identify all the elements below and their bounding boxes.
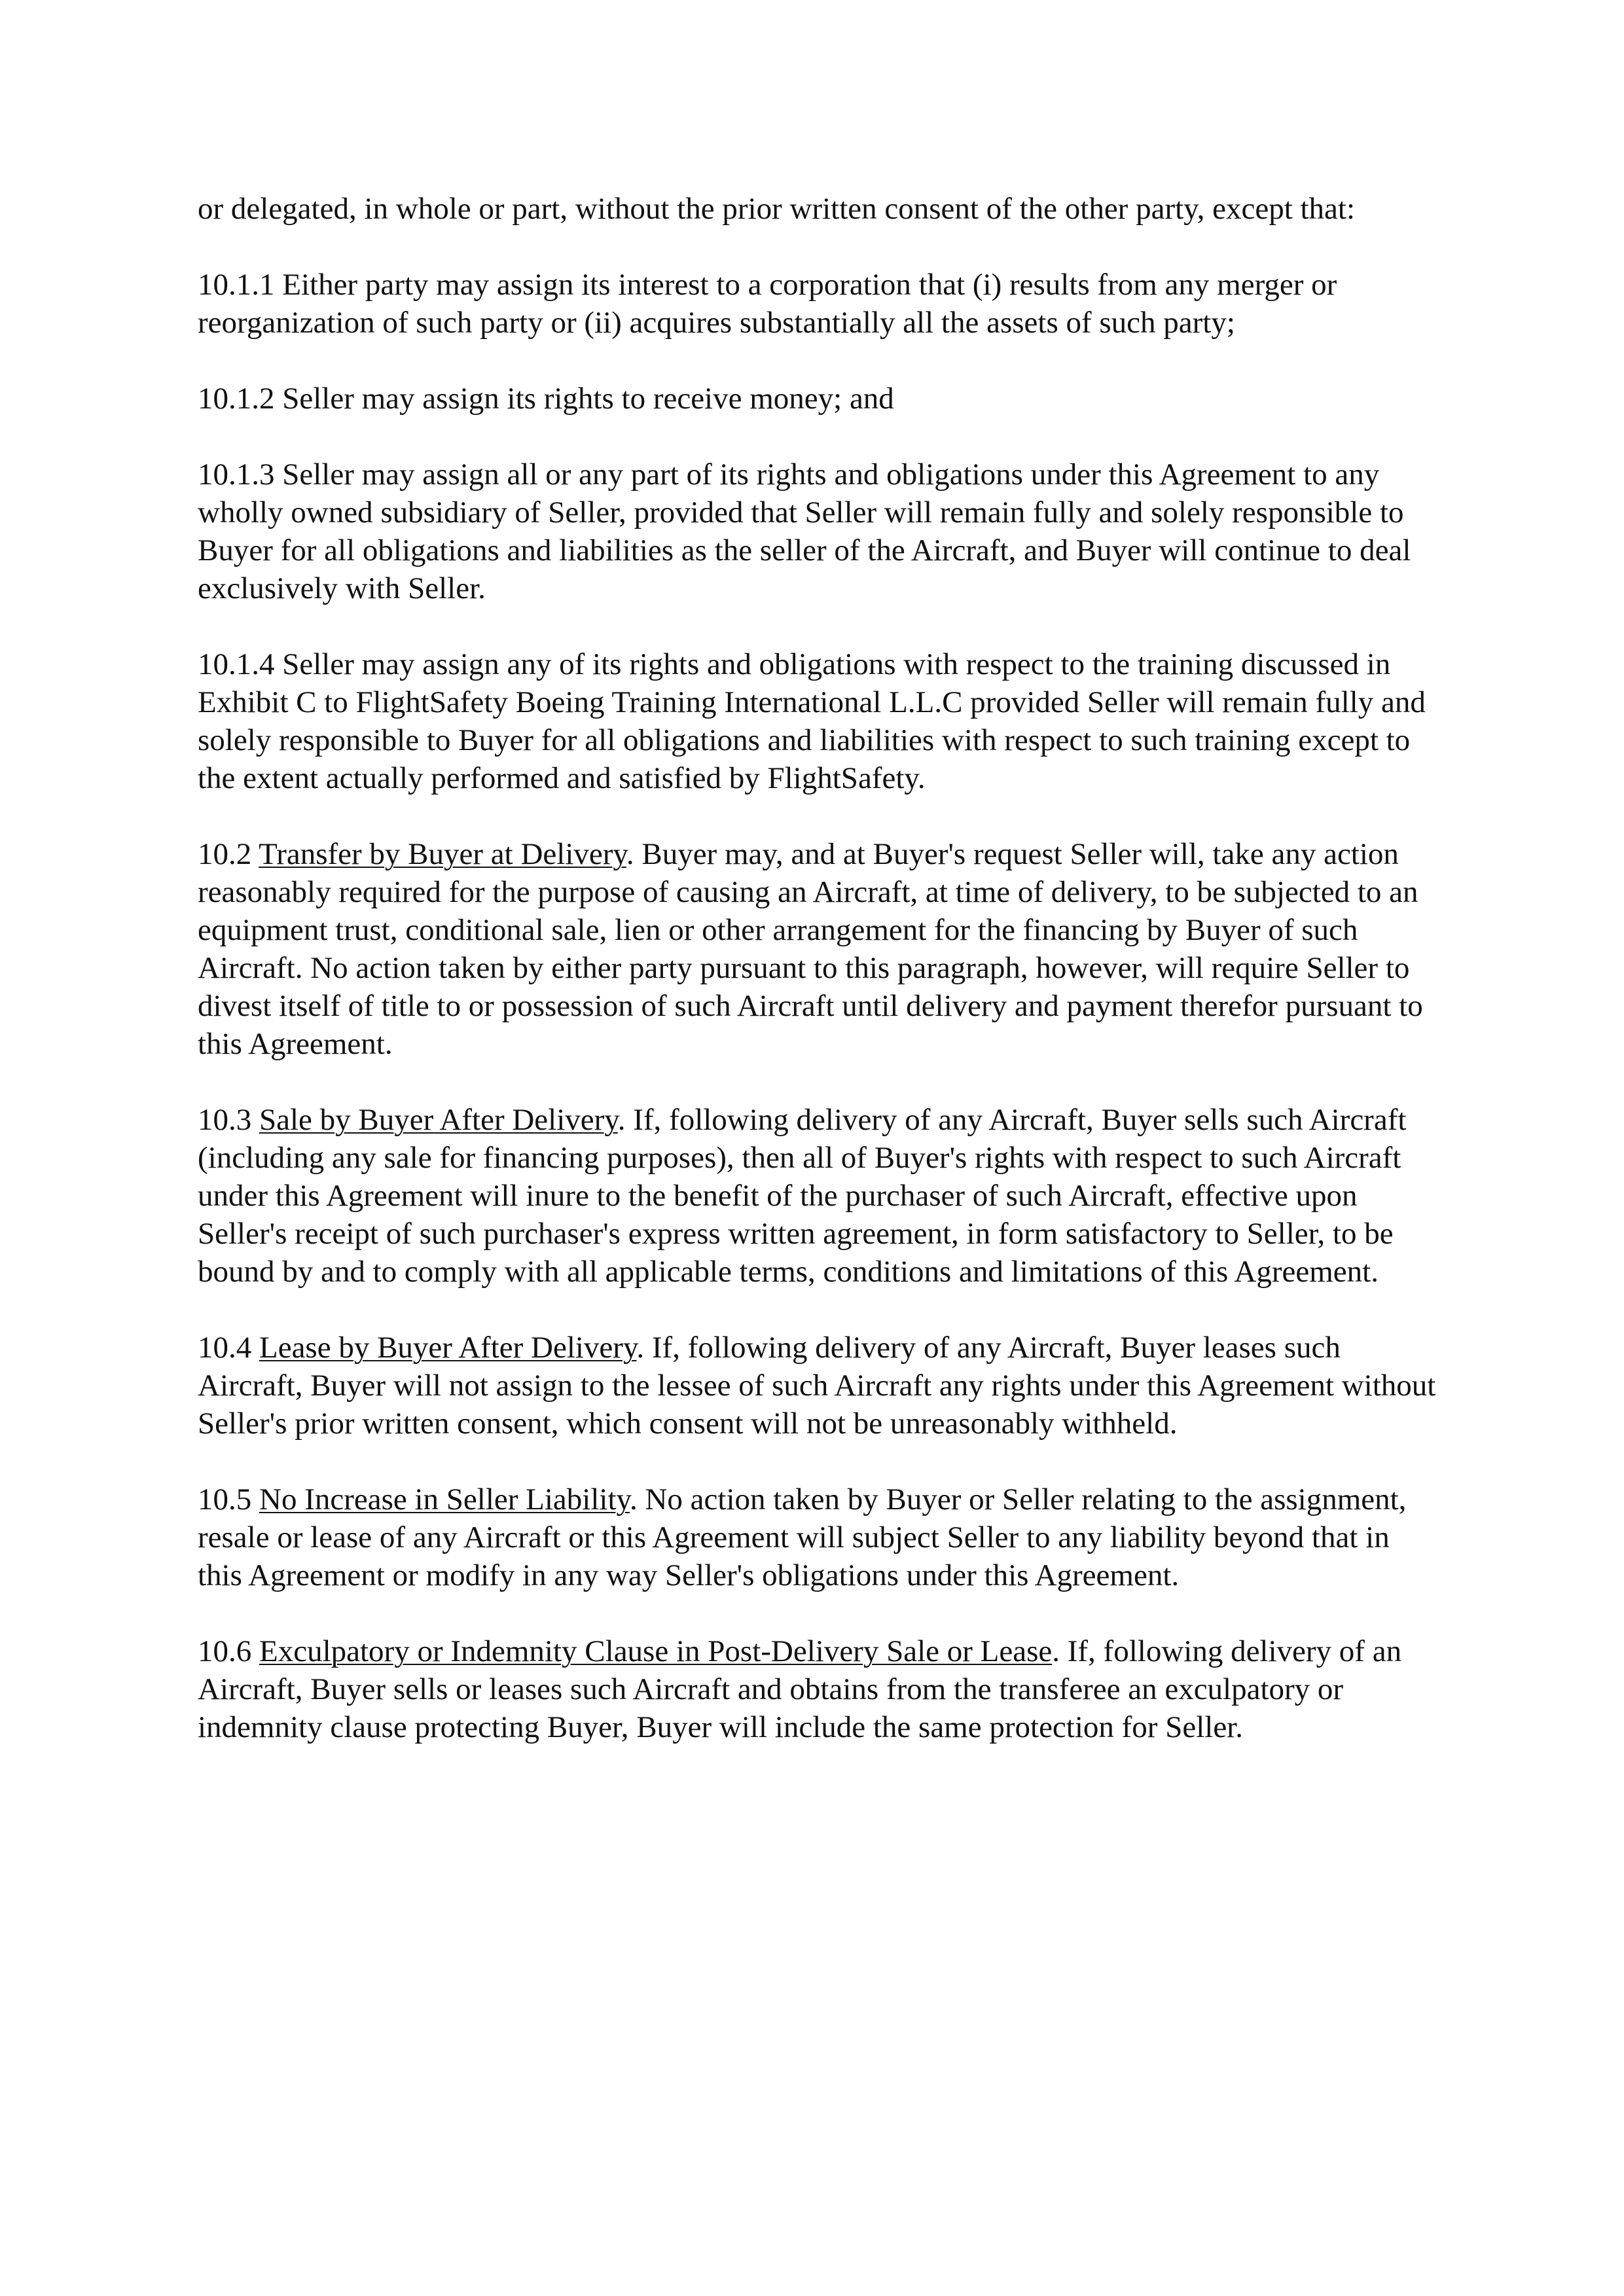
- paragraph-text: Seller may assign its rights to receive money; and: [282, 382, 894, 416]
- paragraph-10-1-4: [198, 645, 1441, 797]
- section-number: 10.6: [198, 1634, 259, 1668]
- paragraph-text: . No action taken by Buyer or Seller relating to the assignment, resale or lease of any Aircraft or this Agreement will subject Seller to any liability beyond that in this Agreement or modify in any way Seller's obligations under this Agreement.: [198, 1482, 1407, 1592]
- section-number: 10.1.3: [198, 457, 283, 492]
- paragraph-text: Seller may assign any of its rights and obligations with respect to the training discussed in Exhibit C to FlightSafety Boeing Training International L.L.C provided Seller will remain fully and solely responsible to Buyer for all obligations and liabilities with respect to such training except to the extent actually performed and satisfied by FlightSafety.: [198, 647, 1426, 795]
- paragraph-text: . If, following delivery of any Aircraft, Buyer leases such Aircraft, Buyer will not assign to the lessee of such Aircraft any rights under this Agreement without Seller's prior written consent, which consent will not be unreasonably withheld.: [198, 1331, 1436, 1441]
- paragraph-intro: [198, 190, 1441, 228]
- paragraph-10-5: [198, 1480, 1441, 1594]
- section-heading: Sale by Buyer After Delivery: [259, 1103, 618, 1137]
- paragraph-text: . If, following delivery of any Aircraft, Buyer sells such Aircraft (including any sale for financing purposes), then all of Buyer's rights with respect to such Aircraft under this Agreement will inure to the benefit of the purchaser of such Aircraft, effective upon Seller's receipt of such purchaser's express written agreement, in form satisfactory to Seller, to be bound by and to comply with all applicable terms, conditions and limitations of this Agreement.: [198, 1103, 1407, 1289]
- section-number: 10.3: [198, 1103, 259, 1137]
- paragraph-10-6: [198, 1632, 1441, 1746]
- section-heading: Lease by Buyer After Delivery: [259, 1331, 637, 1365]
- section-number: 10.1.4: [198, 647, 283, 681]
- paragraph-text: Seller may assign all or any part of its rights and obligations under this Agreement to any wholly owned subsidiary of Seller, provided that Seller will remain fully and solely responsible to Buyer for all obligations and liabilities as the seller of the Aircraft, and Buyer will continue to deal exclusively with Seller.: [198, 457, 1411, 605]
- section-number: 10.2: [198, 837, 259, 871]
- paragraph-text: Either party may assign its interest to a corporation that (i) results from any merger or reorganization of such party or (ii) acquires substantially all the assets of such party;: [198, 268, 1337, 340]
- section-number: 10.1.1: [198, 268, 283, 302]
- section-number: 10.4: [198, 1331, 259, 1365]
- paragraph-10-3: [198, 1101, 1441, 1291]
- paragraph-10-2: [198, 835, 1441, 1063]
- paragraph-text: or delegated, in whole or part, without the prior written consent of the other party, except that:: [198, 192, 1356, 226]
- section-number: 10.1.2: [198, 382, 283, 416]
- paragraph-10-1-3: [198, 456, 1441, 607]
- paragraph-text: . Buyer may, and at Buyer's request Seller will, take any action reasonably required for the purpose of causing an Aircraft, at time of delivery, to be subjected to an equipment trust, conditional sale, lien or other arrangement for the financing by Buyer of such Aircraft. No action taken by either party pursuant to this paragraph, however, will require Seller to divest itself of title to or possession of such Aircraft until delivery and payment therefor pursuant to this Agreement.: [198, 837, 1423, 1061]
- section-heading: Transfer by Buyer at Delivery: [259, 837, 626, 871]
- section-heading: No Increase in Seller Liability: [259, 1482, 630, 1516]
- paragraph-10-4: [198, 1329, 1441, 1443]
- paragraph-text: . If, following delivery of an Aircraft, Buyer sells or leases such Aircraft and obtains from the transferee an exculpatory or indemnity clause protecting Buyer, Buyer will include the same protection for Seller.: [198, 1634, 1402, 1744]
- section-number: 10.5: [198, 1482, 259, 1516]
- section-heading: Exculpatory or Indemnity Clause in Post-Delivery Sale or Lease: [259, 1634, 1053, 1668]
- document-page: [198, 190, 1441, 1784]
- paragraph-10-1-1: [198, 266, 1441, 342]
- paragraph-10-1-2: [198, 380, 1441, 418]
